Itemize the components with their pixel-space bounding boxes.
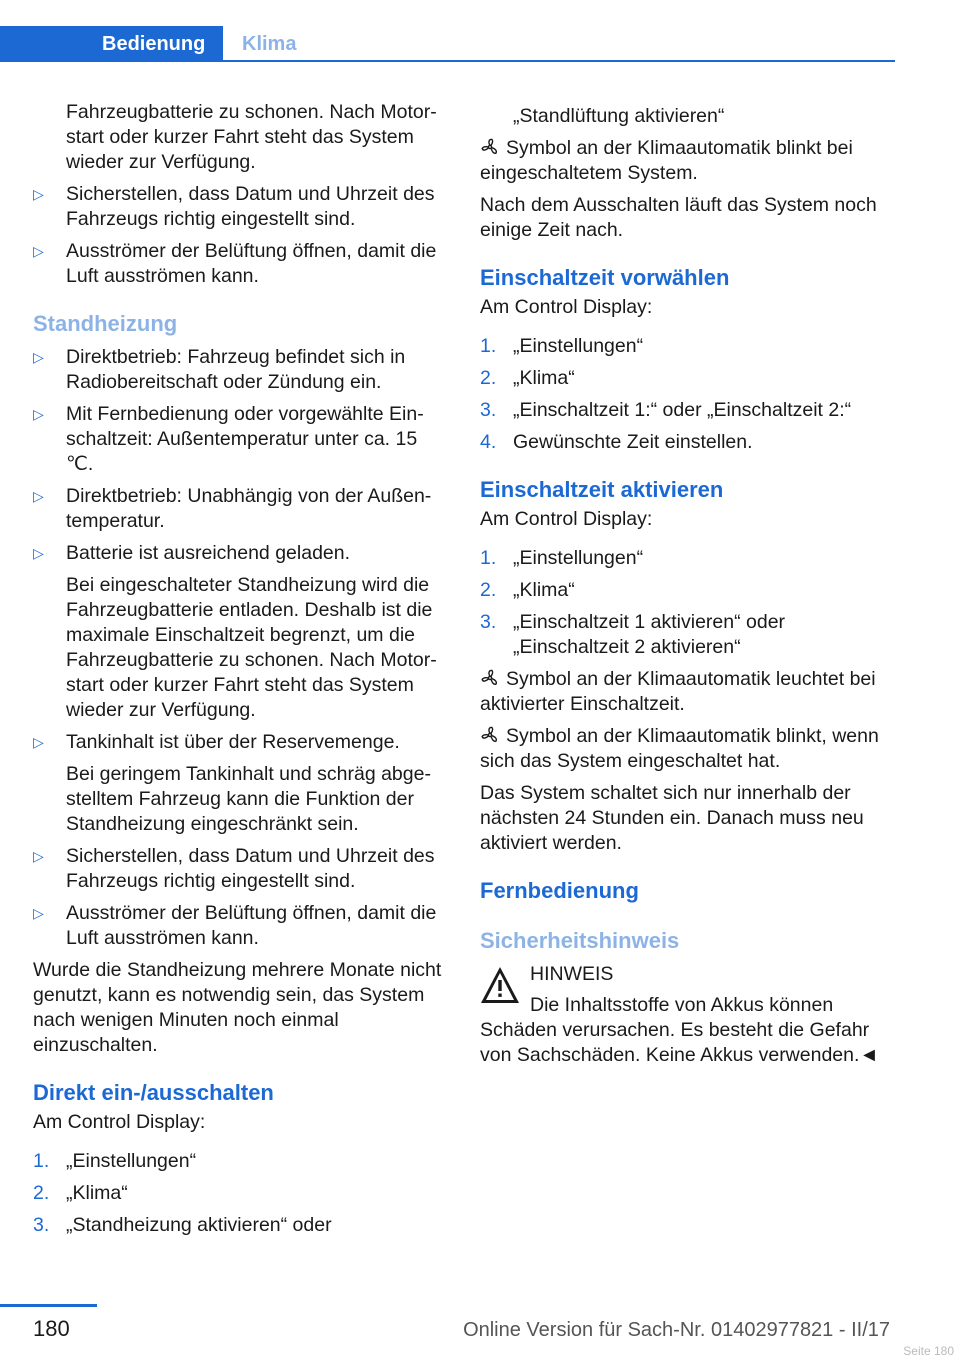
- online-version-footer: Online Version für Sach-Nr. 01402977821 - II/17: [463, 1319, 890, 1341]
- list-item: ▷ Mit Fernbedienung oder vorgewählte Ein-schaltzeit: Außentemperatur unter ca. 15 ℃.: [33, 402, 448, 477]
- icon-note-blinkt-wenn: Symbol an der Klimaautomatik blinkt, wenn sich das System eingeschaltet hat.: [480, 725, 879, 772]
- list-item: 2. „Klima“: [480, 579, 575, 601]
- control-display-label: Am Control Display:: [480, 296, 653, 318]
- list-item: 3. „Einschaltzeit 1 aktivieren“ oder „Einschaltzeit 2 aktivieren“: [480, 611, 786, 658]
- fan-icon: [480, 726, 500, 744]
- control-display-label: Am Control Display:: [33, 1111, 206, 1133]
- list-item: 1. „Einstellungen“: [480, 335, 644, 357]
- list-item: [33, 541, 448, 723]
- page-number-rule: [0, 1304, 97, 1307]
- warning-triangle-icon: [480, 966, 520, 1004]
- tab-bedienung[interactable]: Bedienung: [0, 26, 223, 62]
- list-item: 3. „Einschaltzeit 1:“ oder „Einschaltzeit 2:“: [480, 399, 852, 421]
- paragraph-nachlauf: Nach dem Ausschalten läuft das System noch einige Zeit nach.: [480, 194, 877, 241]
- heading-vorwaehlen: Einschaltzeit vorwählen: [480, 265, 730, 290]
- icon-note-leuchtet: Symbol an der Klimaautomatik leuchtet bei aktivierter Einschaltzeit.: [480, 668, 876, 715]
- icon-note-blinkt: Symbol an der Klimaautomatik blinkt bei eingeschaltetem System.: [480, 137, 853, 184]
- list-item: ▷ Ausströmer der Belüftung öffnen, damit die Luft ausströmen kann.: [33, 239, 448, 289]
- bullet-list-standheizung: [33, 345, 448, 951]
- list-item: 2. „Klima“: [33, 1182, 128, 1204]
- list-item: 4. Gewünschte Zeit einstellen.: [480, 431, 753, 453]
- list-item-text: Tankinhalt ist über der Reservemenge.: [66, 731, 400, 753]
- heading-sicherheitshinweis: Sicherheitshinweis: [480, 928, 680, 953]
- heading-direkt: Direkt ein-/ausschalten: [33, 1080, 274, 1105]
- warning-text: Schäden verursachen. Es besteht die Gefahr von Sachschäden. Keine Akkus verwenden.◄: [480, 1019, 879, 1066]
- heading-standheizung: Standheizung: [33, 311, 178, 336]
- steps-vorwaehlen: [480, 334, 895, 455]
- list-item: 2. „Klima“: [480, 367, 575, 389]
- list-item-text: Batterie ist ausreichend geladen.: [66, 542, 351, 564]
- warning-title: HINWEIS: [530, 963, 614, 985]
- list-item: 1. „Einstellungen“: [480, 547, 644, 569]
- watermark: Seite 180: [903, 1344, 954, 1358]
- bullet-list-top: [33, 182, 448, 289]
- list-item: ▷ Sicherstellen, dass Datum und Uhrzeit des Fahrzeugs richtig eingestellt sind.: [33, 182, 448, 232]
- list-item: ▷ Sicherstellen, dass Datum und Uhrzeit des Fahrzeugs richtig eingestellt sind.: [33, 844, 448, 894]
- list-item: ▷ Ausströmer der Belüftung öffnen, damit die Luft ausströmen kann.: [33, 901, 448, 951]
- fan-icon: [480, 138, 500, 156]
- right-column: [480, 104, 895, 1068]
- header-tabbar: [0, 26, 895, 62]
- steps-direkt: [33, 1149, 448, 1238]
- tab-klima[interactable]: Klima: [242, 33, 297, 55]
- left-column: [33, 100, 448, 1245]
- paragraph-24h: Das System schaltet sich nur innerhalb der nächsten 24 Stunden ein. Danach muss neu aktiviert werden.: [480, 782, 864, 854]
- list-item-subtext: Bei eingeschalteter Standheizung wird die Fahrzeugbatterie entladen. Deshalb ist die maximale Einschaltzeit begrenzt, um die Fahrzeugbatterie zu schonen. Nach Motor-start oder kurzer Fahrt steht das System wieder zur Verfügung.: [66, 574, 437, 721]
- list-item: 1. „Einstellungen“: [33, 1150, 197, 1172]
- heading-fernbedienung: Fernbedienung: [480, 878, 639, 903]
- page-number: 180: [33, 1316, 70, 1341]
- intro-continuation: Fahrzeugbatterie zu schonen. Nach Motor-start oder kurzer Fahrt steht das System wieder zur Verfügung.: [66, 101, 437, 173]
- list-item-subtext: Bei geringem Tankinhalt und schräg abge-stelltem Fahrzeug kann die Funktion der Standheizung eingeschränkt sein.: [66, 763, 431, 835]
- list-item: ▷ Direktbetrieb: Unabhängig von der Außen-temperatur.: [33, 484, 448, 534]
- steps-aktivieren: [480, 546, 895, 660]
- list-item: 3. „Standheizung aktivieren“ oder: [33, 1214, 332, 1236]
- list-item: [33, 730, 448, 837]
- fan-icon: [480, 669, 500, 687]
- warning-text-line: Die Inhaltsstoffe von Akkus können: [530, 994, 834, 1016]
- list-item: ▷ Direktbetrieb: Fahrzeug befindet sich in Radiobereitschaft oder Zündung ein.: [33, 345, 448, 395]
- control-display-label: Am Control Display:: [480, 508, 653, 530]
- warning-note: [480, 962, 895, 1068]
- heading-aktivieren: Einschaltzeit aktivieren: [480, 477, 724, 502]
- step-continuation: „Standlüftung aktivieren“: [513, 105, 725, 127]
- paragraph-monate: Wurde die Standheizung mehrere Monate nicht genutzt, kann es notwendig sein, das System nach wenigen Minuten noch einmal einzuschalten.: [33, 959, 442, 1056]
